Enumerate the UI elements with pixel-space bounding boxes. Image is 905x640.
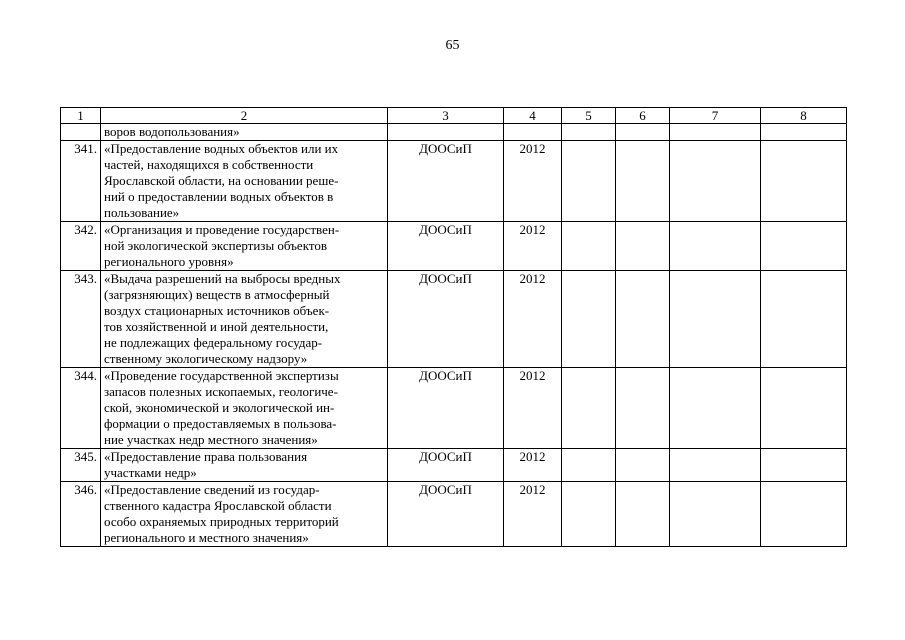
empty-cell-c6 <box>616 449 670 482</box>
service-name-line: особо охраняемых природных территорий <box>104 514 339 529</box>
service-name <box>101 222 388 271</box>
executor-cell: ДООСиП <box>388 482 504 547</box>
year-cell: 2012 <box>504 482 562 547</box>
header-row <box>61 108 847 124</box>
empty-cell-c8 <box>761 449 847 482</box>
empty-cell-c5 <box>562 449 616 482</box>
empty-cell-c7 <box>670 124 761 141</box>
empty-cell-c6 <box>616 124 670 141</box>
executor-cell: ДООСиП <box>388 222 504 271</box>
year-cell: 2012 <box>504 271 562 368</box>
empty-cell-c5 <box>562 482 616 547</box>
service-name <box>101 271 388 368</box>
empty-cell-c8 <box>761 271 847 368</box>
table-row <box>61 368 847 449</box>
service-name-line: ние участках недр местного значения» <box>104 432 318 447</box>
page-number: 65 <box>445 38 460 53</box>
row-number <box>61 124 101 141</box>
empty-cell-c7 <box>670 449 761 482</box>
empty-cell-c7 <box>670 141 761 222</box>
table-row <box>61 271 847 368</box>
column-header-5: 5 <box>562 108 616 124</box>
empty-cell-c6 <box>616 482 670 547</box>
service-name-line: «Проведение государственной экспертизы <box>104 368 339 383</box>
service-name-line: ной экологической экспертизы объектов <box>104 238 327 253</box>
service-name-line: «Предоставление водных объектов или их <box>104 141 339 156</box>
empty-cell-c5 <box>562 124 616 141</box>
year-cell: 2012 <box>504 368 562 449</box>
empty-cell-c6 <box>616 271 670 368</box>
service-name-line: запасов полезных ископаемых, геологиче- <box>104 384 338 399</box>
empty-cell-c6 <box>616 222 670 271</box>
service-name-line: регионального уровня» <box>104 254 234 269</box>
empty-cell-c7 <box>670 271 761 368</box>
service-name-line: воров водопользования» <box>104 124 240 139</box>
service-name-line: участками недр» <box>104 465 197 480</box>
year-cell: 2012 <box>504 449 562 482</box>
empty-cell-c8 <box>761 482 847 547</box>
executor-cell: ДООСиП <box>388 271 504 368</box>
row-number: 343. <box>61 271 101 368</box>
row-number: 346. <box>61 482 101 547</box>
table-row <box>61 449 847 482</box>
service-name-line: «Выдача разрешений на выбросы вредных <box>104 271 341 286</box>
column-header-3: 3 <box>388 108 504 124</box>
executor-cell <box>388 124 504 141</box>
service-name-line: ственному экологическому надзору» <box>104 351 308 366</box>
service-name-line: ской, экономической и экологической ин- <box>104 400 335 415</box>
executor-cell: ДООСиП <box>388 449 504 482</box>
row-number: 341. <box>61 141 101 222</box>
executor-cell: ДООСиП <box>388 368 504 449</box>
empty-cell-c5 <box>562 271 616 368</box>
empty-cell-c8 <box>761 368 847 449</box>
empty-cell-c8 <box>761 124 847 141</box>
empty-cell-c7 <box>670 222 761 271</box>
year-cell: 2012 <box>504 222 562 271</box>
service-name-line: воздух стационарных источников объек- <box>104 303 330 318</box>
empty-cell-c5 <box>562 368 616 449</box>
service-name-line: «Организация и проведение государствен- <box>104 222 340 237</box>
service-name-line: (загрязняющих) веществ в атмосферный <box>104 287 330 302</box>
empty-cell-c6 <box>616 368 670 449</box>
table-row <box>61 124 847 141</box>
service-name-line: ний о предоставлении водных объектов в <box>104 189 334 204</box>
service-name-line: «Предоставление сведений из государ- <box>104 482 320 497</box>
row-number: 344. <box>61 368 101 449</box>
executor-cell: ДООСиП <box>388 141 504 222</box>
service-name <box>101 368 388 449</box>
service-name-line: тов хозяйственной и иной деятельности, <box>104 319 329 334</box>
service-name-line: формации о предоставляемых в пользова- <box>104 416 337 431</box>
column-header-4: 4 <box>504 108 562 124</box>
service-name-line: частей, находящихся в собственности <box>104 157 314 172</box>
service-name-line: Ярославской области, на основании реше- <box>104 173 339 188</box>
service-name-line: «Предоставление права пользования <box>104 449 308 464</box>
table-body <box>61 124 847 547</box>
row-number: 345. <box>61 449 101 482</box>
empty-cell-c5 <box>562 141 616 222</box>
empty-cell-c7 <box>670 482 761 547</box>
column-header-7: 7 <box>670 108 761 124</box>
service-name-line: ственного кадастра Ярославской области <box>104 498 332 513</box>
row-number: 342. <box>61 222 101 271</box>
service-name-line: регионального и местного значения» <box>104 530 309 545</box>
column-header-6: 6 <box>616 108 670 124</box>
year-cell: 2012 <box>504 141 562 222</box>
table-row <box>61 141 847 222</box>
services-table <box>60 107 847 547</box>
column-header-8: 8 <box>761 108 847 124</box>
column-header-1: 1 <box>61 108 101 124</box>
service-name <box>101 141 388 222</box>
empty-cell-c8 <box>761 141 847 222</box>
year-cell <box>504 124 562 141</box>
table-row <box>61 222 847 271</box>
empty-cell-c5 <box>562 222 616 271</box>
service-name-line: не подлежащих федеральному государ- <box>104 335 323 350</box>
table-row <box>61 482 847 547</box>
service-name <box>101 482 388 547</box>
empty-cell-c6 <box>616 141 670 222</box>
service-name-line: пользование» <box>104 205 180 220</box>
service-name <box>101 124 388 141</box>
column-header-2: 2 <box>101 108 388 124</box>
service-name <box>101 449 388 482</box>
empty-cell-c8 <box>761 222 847 271</box>
empty-cell-c7 <box>670 368 761 449</box>
